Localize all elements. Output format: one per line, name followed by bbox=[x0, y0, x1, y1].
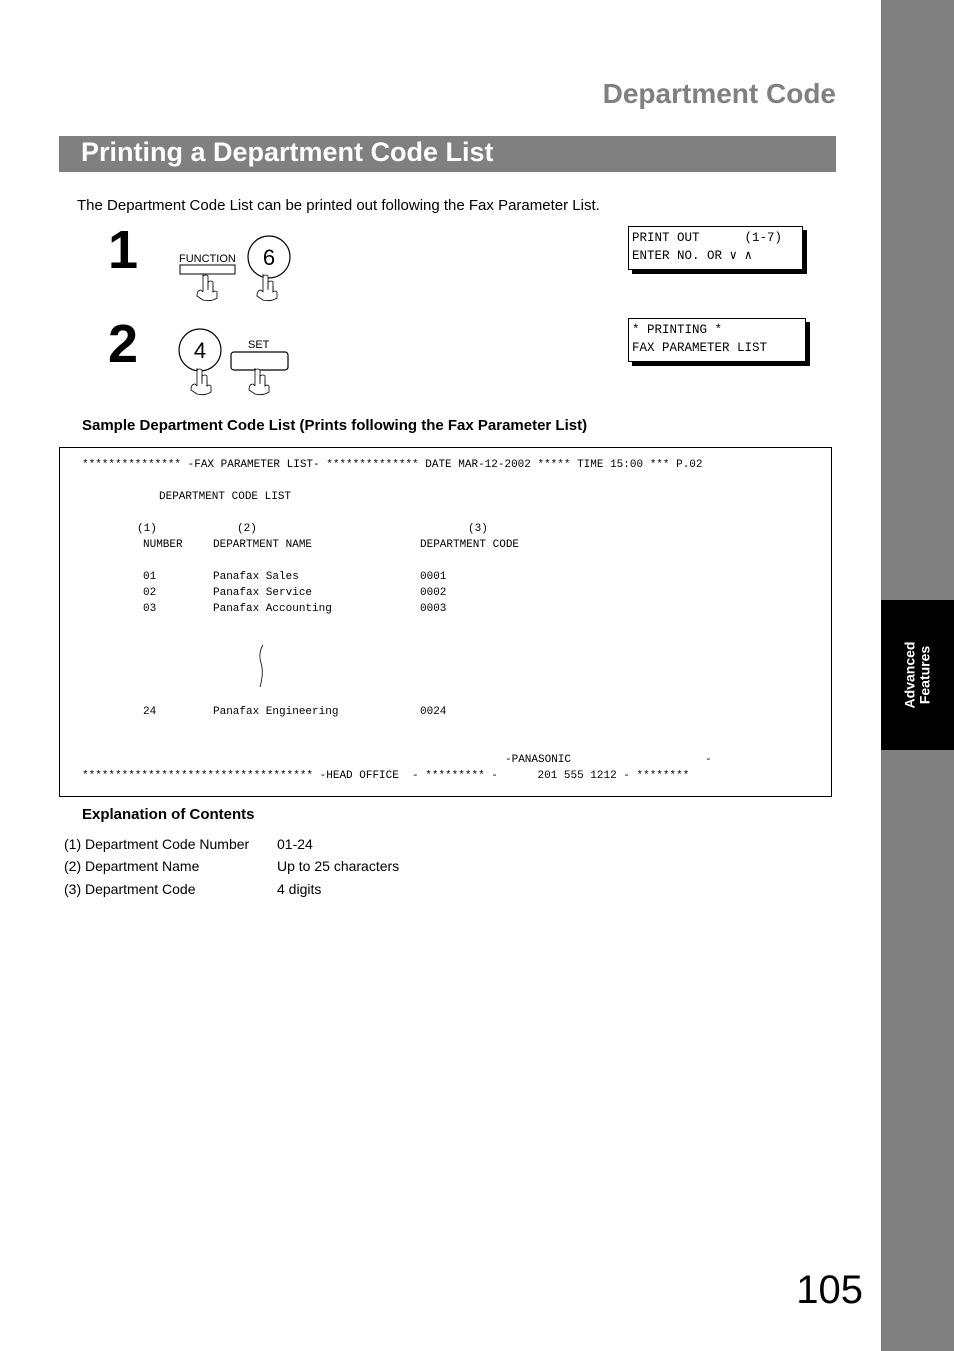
page-title-banner bbox=[59, 136, 836, 172]
explanation-heading: Explanation of Contents bbox=[82, 806, 255, 823]
row-number: 03 bbox=[143, 603, 157, 615]
chapter-tab-line2: Features bbox=[916, 645, 933, 705]
chapter-tab-label bbox=[902, 642, 932, 709]
display-line-2: FAX PARAMETER LIST bbox=[632, 341, 768, 355]
report-header-line: *************** -FAX PARAMETER LIST- ************** DATE MAR-12-2002 ***** TIME 15:00 *** P.02 bbox=[82, 459, 703, 471]
explanation-term: (3) Department Code bbox=[64, 881, 196, 897]
col-marker-3: (3) bbox=[468, 523, 488, 535]
digit-6-key[interactable] bbox=[248, 236, 290, 278]
page-title: Printing a Department Code List bbox=[81, 137, 494, 167]
col-header-name: DEPARTMENT NAME bbox=[213, 539, 313, 551]
report-footer-dash: - bbox=[705, 754, 712, 766]
col-header-code: DEPARTMENT CODE bbox=[420, 539, 520, 551]
col-marker-1: (1) bbox=[137, 523, 157, 535]
row-code: 0001 bbox=[420, 571, 447, 583]
col-header-number: NUMBER bbox=[143, 539, 183, 551]
sample-heading: Sample Department Code List (Prints following the Fax Parameter List) bbox=[82, 417, 588, 434]
display-line-1: PRINT OUT (1-7) bbox=[632, 231, 783, 245]
section-title: Department Code bbox=[602, 78, 836, 109]
step-1-keys bbox=[175, 232, 300, 304]
set-key[interactable] bbox=[231, 339, 288, 370]
chapter-tab-line1: Advanced bbox=[901, 641, 918, 709]
row-number: 01 bbox=[143, 571, 157, 583]
explanation-term: (1) Department Code Number bbox=[64, 836, 250, 852]
col-marker-2: (2) bbox=[237, 523, 257, 535]
report-title: DEPARTMENT CODE LIST bbox=[159, 491, 292, 503]
page-number: 105 bbox=[796, 1268, 863, 1312]
step-2-display bbox=[628, 318, 806, 362]
display-line-1: * PRINTING * bbox=[632, 323, 723, 337]
chapter-tab[interactable] bbox=[881, 600, 954, 750]
intro-text: The Department Code List can be printed out following the Fax Parameter List. bbox=[77, 197, 600, 214]
row-number: 02 bbox=[143, 587, 157, 599]
row-name: Panafax Service bbox=[213, 587, 313, 599]
row-code: 0002 bbox=[420, 587, 447, 599]
set-key-label: SET bbox=[248, 339, 270, 351]
row-name: Panafax Sales bbox=[213, 571, 299, 583]
step-2-keys bbox=[175, 326, 300, 398]
function-key[interactable] bbox=[179, 253, 236, 274]
explanation-desc: Up to 25 characters bbox=[277, 858, 400, 874]
function-key-label: FUNCTION bbox=[179, 253, 236, 265]
digit-4-key-label: 4 bbox=[193, 338, 207, 363]
report-footer-company: -PANASONIC bbox=[505, 754, 572, 766]
row-name: Panafax Accounting bbox=[213, 603, 332, 615]
step-2-number: 2 bbox=[108, 314, 139, 374]
finger-press-icon bbox=[249, 368, 269, 395]
row-name: Panafax Engineering bbox=[213, 706, 339, 718]
sample-report bbox=[59, 447, 832, 797]
finger-press-icon bbox=[197, 274, 217, 301]
report-footer-line: *********************************** -HEAD OFFICE - ********* - 201 555 1212 - ******** bbox=[82, 770, 690, 782]
display-line-2: ENTER NO. OR ∨ ∧ bbox=[632, 249, 753, 263]
step-1-number: 1 bbox=[108, 220, 139, 280]
digit-4-key[interactable] bbox=[179, 329, 221, 371]
explanation-desc: 4 digits bbox=[277, 881, 322, 897]
explanation-desc: 01-24 bbox=[277, 836, 313, 852]
digit-6-key-label: 6 bbox=[262, 245, 276, 270]
finger-press-icon bbox=[191, 368, 211, 395]
row-code: 0024 bbox=[420, 706, 447, 718]
row-code: 0003 bbox=[420, 603, 447, 615]
row-number: 24 bbox=[143, 706, 157, 718]
omission-brace-icon bbox=[255, 643, 271, 689]
explanation-term: (2) Department Name bbox=[64, 858, 200, 874]
step-1-display bbox=[628, 226, 803, 270]
